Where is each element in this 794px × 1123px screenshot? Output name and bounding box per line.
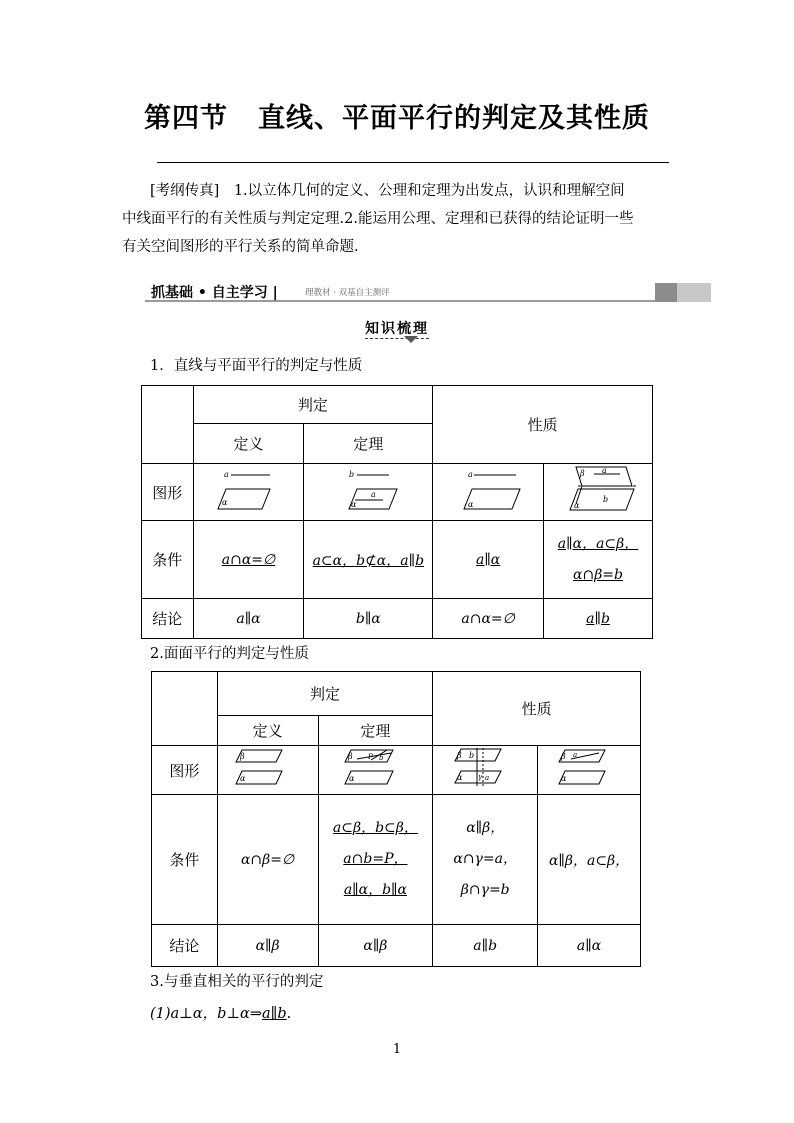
plane-label-alpha: α	[457, 773, 463, 782]
line-label-a: a	[485, 774, 490, 782]
row-label-figure: 图形	[152, 746, 218, 795]
plane-label-alpha: α	[468, 500, 474, 509]
plane-label-beta: β	[348, 752, 354, 761]
knowledge-heading: 知识梳理	[365, 321, 429, 337]
conclusion-property-1: a∩α=∅	[433, 599, 544, 639]
header-property: 性质	[433, 386, 653, 464]
plane-beta	[559, 750, 605, 762]
header-theorem: 定理	[304, 424, 433, 464]
heading-triangle-icon	[404, 336, 418, 343]
line-parallel-plane-figure	[438, 467, 538, 513]
plane-label-gamma: γ	[478, 773, 483, 781]
row-label-conclusion: 结论	[142, 599, 194, 639]
plane-label-alpha: α	[222, 498, 228, 507]
point-label-p: P	[368, 753, 374, 761]
section2-heading: 2.面面平行的判定与性质	[150, 646, 309, 662]
figure-cell	[217, 746, 318, 795]
condition-definition: a∩α=∅	[193, 521, 304, 599]
plane-plane-table	[151, 671, 641, 967]
third-plane-cut-figure	[445, 746, 525, 790]
section3-item-1: (1)a⊥α，b⊥α⇒a∥b.	[150, 1006, 292, 1022]
conclusion-theorem: b∥α	[304, 599, 433, 639]
condition-property-1: a∥α	[433, 521, 544, 599]
line-label-a: a	[602, 466, 607, 475]
conclusion-definition: α∥β	[217, 925, 318, 967]
header-property: 性质	[433, 672, 641, 746]
conclusion-definition: a∥α	[193, 599, 304, 639]
line-label-a: a	[468, 470, 473, 479]
conclusion-property-2: a∥α	[538, 925, 641, 967]
condition-theorem: a⊂α，b⊄α，a∥b	[304, 521, 433, 599]
intro-line-1: [考纲传真] 1.以立体几何的定义、公理和定理为出发点，认识和理解空间	[150, 183, 625, 199]
conclusion-property-2: a∥b	[544, 599, 653, 639]
plane-label-alpha: α	[574, 501, 580, 510]
header-definition: 定义	[217, 716, 318, 746]
condition-theorem: a⊂β，b⊂β， a∩b=P， a∥α，b∥α	[318, 795, 433, 925]
figure-cell	[304, 464, 433, 521]
parallel-planes-figure	[228, 747, 308, 789]
conclusion-property-1: a∥b	[433, 925, 538, 967]
banner-subtitle: 理教材 · 双基自主测评	[305, 288, 390, 298]
two-planes-intersect-figure	[548, 464, 648, 516]
plane-beta	[455, 749, 501, 761]
intersecting-lines-figure	[335, 747, 415, 789]
banner-block-light	[677, 283, 711, 302]
page-title: 第四节 直线、平面平行的判定及其性质	[144, 103, 650, 134]
banner-block-dark	[655, 283, 677, 302]
row-label-condition: 条件	[152, 795, 218, 925]
condition-definition: α∩β=∅	[217, 795, 318, 925]
corner-cell	[142, 386, 194, 464]
conclusion-theorem: α∥β	[318, 925, 433, 967]
figure-cell	[318, 746, 433, 795]
line-label-a: a	[573, 751, 578, 759]
plane-label-beta: β	[457, 751, 462, 760]
figure-cell	[538, 746, 641, 795]
line-plane-table	[141, 385, 653, 639]
title-rule	[157, 162, 669, 163]
condition-property-2: a∥α，a⊂β， α∩β=b	[544, 521, 653, 599]
line-label-b: b	[379, 754, 384, 762]
line-label-a: a	[371, 490, 377, 499]
banner-title: 抓基础 • 自主学习 |	[151, 285, 278, 301]
intro-paragraph	[122, 177, 682, 261]
plane-label-beta: β	[580, 469, 585, 478]
figure-cell	[193, 464, 304, 521]
section1-heading: 1．直线与平面平行的判定与性质	[150, 358, 363, 374]
section-banner	[145, 282, 711, 302]
line-label-b: b	[603, 495, 609, 504]
condition-property-1: α∥β， α∩γ=a， β∩γ=b	[433, 795, 538, 925]
row-label-conclusion: 结论	[152, 925, 218, 967]
line-in-parallel-plane-figure	[549, 747, 629, 789]
line-label-b: b	[349, 470, 355, 479]
line-label-b: b	[469, 751, 475, 760]
section3-heading: 3.与垂直相关的平行的判定	[150, 974, 324, 990]
intro-line-2: 中线面平行的有关性质与判定定理.2.能运用公理、定理和已获得的结论证明一些	[122, 211, 634, 227]
header-definition: 定义	[193, 424, 304, 464]
plane-label-alpha: α	[351, 500, 357, 509]
corner-cell	[152, 672, 218, 746]
figure-cell	[433, 464, 544, 521]
row-label-condition: 条件	[142, 521, 194, 599]
plane-label-alpha: α	[239, 774, 245, 783]
header-judge: 判定	[217, 672, 433, 716]
plane-label-beta: β	[239, 752, 245, 761]
row-label-figure: 图形	[142, 464, 194, 521]
line-label-a: a	[224, 470, 230, 479]
plane-label-alpha: α	[349, 774, 355, 783]
header-judge: 判定	[193, 386, 433, 424]
intro-line-3: 有关空间图形的平行关系的简单命题.	[122, 239, 359, 255]
figure-cell	[433, 746, 538, 795]
plane-label-alpha: α	[561, 774, 567, 783]
plane-label-beta: β	[561, 752, 566, 761]
condition-property-2: α∥β，a⊂β，	[538, 795, 641, 925]
header-theorem: 定理	[318, 716, 433, 746]
figure-cell	[544, 464, 653, 521]
page-number: 1	[392, 1042, 402, 1057]
line-in-plane-figure	[313, 467, 423, 513]
line-parallel-plane-figure	[198, 467, 298, 513]
